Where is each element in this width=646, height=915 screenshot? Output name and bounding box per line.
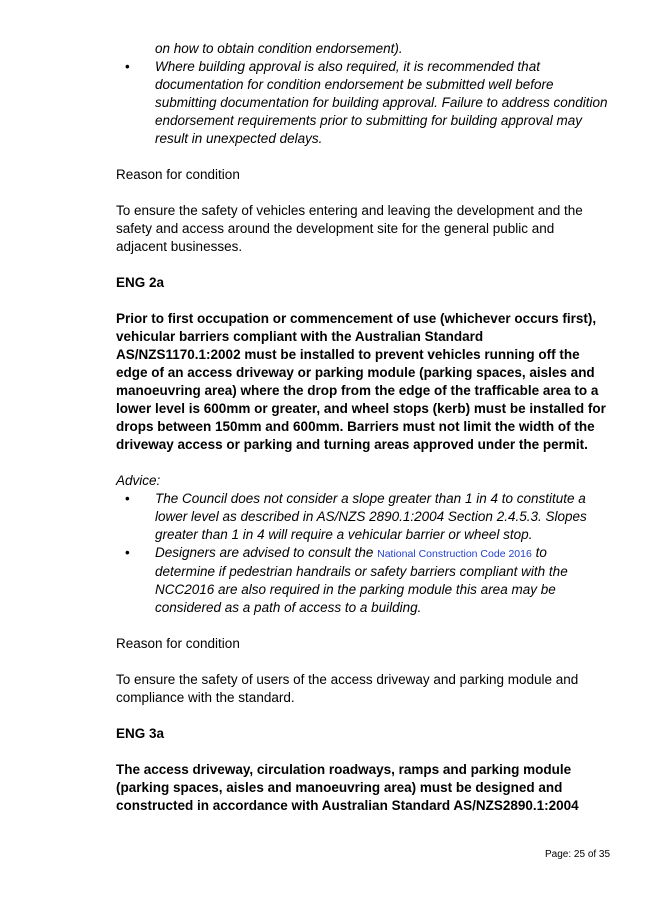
list-item-text: Where building approval is also required, it is recommended that documentation for condition endorsement be submitted well before submitting documentation for building approval. Failure to address condition endorsement requirements prior to submitting for building approval may result in unexpected delays. bbox=[155, 59, 608, 146]
bullet-icon: • bbox=[125, 545, 130, 560]
condition-text-eng2a: Prior to first occupation or commencement of use (whichever occurs first), vehicular barriers compliant with the Australian Standard AS/NZS1170.1:2002 must be installed to prevent vehicles running off the edge of an access driveway or parking module (parking spaces, aisles and manoeuvring area) where the drop from the edge of the trafficable area to a lower level is 600mm or greater, and wheel stops (kerb) must be installed for drops between 150mm and 600mm. Barriers must not limit the width of the driveway access or parking and turning areas approved under the permit. bbox=[116, 311, 606, 452]
list-item bbox=[116, 490, 608, 544]
list-item-text-start: Designers are advised to consult the bbox=[155, 545, 378, 560]
reason-heading: Reason for condition bbox=[116, 636, 240, 651]
list-item bbox=[116, 58, 608, 148]
advice-list-top bbox=[116, 58, 608, 148]
reason-text: To ensure the safety of vehicles entering and leaving the development and the safety and access around the development site for the general public and adjacent businesses. bbox=[116, 203, 583, 254]
reason-text: To ensure the safety of users of the access driveway and parking module and compliance with the standard. bbox=[116, 672, 579, 705]
page-number: Page: 25 of 35 bbox=[545, 849, 611, 860]
document-body bbox=[116, 40, 608, 815]
ncc-link[interactable]: National Construction Code 2016 bbox=[377, 548, 532, 560]
advice-list bbox=[116, 490, 608, 617]
list-item-text-end: to determine if pedestrian handrails or safety barriers compliant with the NCC2016 are also required in the parking module this area may be considered as a path of access to a building. bbox=[155, 545, 568, 615]
section-heading-eng2a: ENG 2a bbox=[116, 275, 165, 290]
section-heading-eng3a: ENG 3a bbox=[116, 726, 165, 741]
reason-heading: Reason for condition bbox=[116, 167, 240, 182]
list-item-text: The Council does not consider a slope greater than 1 in 4 to constitute a lower level as described in AS/NZS 2890.1:2004 Section 2.4.5.3. Slopes greater than 1 in 4 will require a vehicular barrier or wheel stop. bbox=[155, 491, 587, 542]
bullet-icon: • bbox=[125, 59, 130, 74]
advice-label: Advice: bbox=[116, 473, 161, 488]
bullet-icon: • bbox=[125, 491, 130, 506]
advice-continuation: on how to obtain condition endorsement). bbox=[155, 41, 403, 56]
list-item bbox=[116, 544, 608, 617]
condition-text-eng3a: The access driveway, circulation roadways, ramps and parking module (parking spaces, aisles and manoeuvring area) must be designed and constructed in accordance with Australian Standard AS/NZS2890.1:2004 bbox=[116, 762, 579, 813]
